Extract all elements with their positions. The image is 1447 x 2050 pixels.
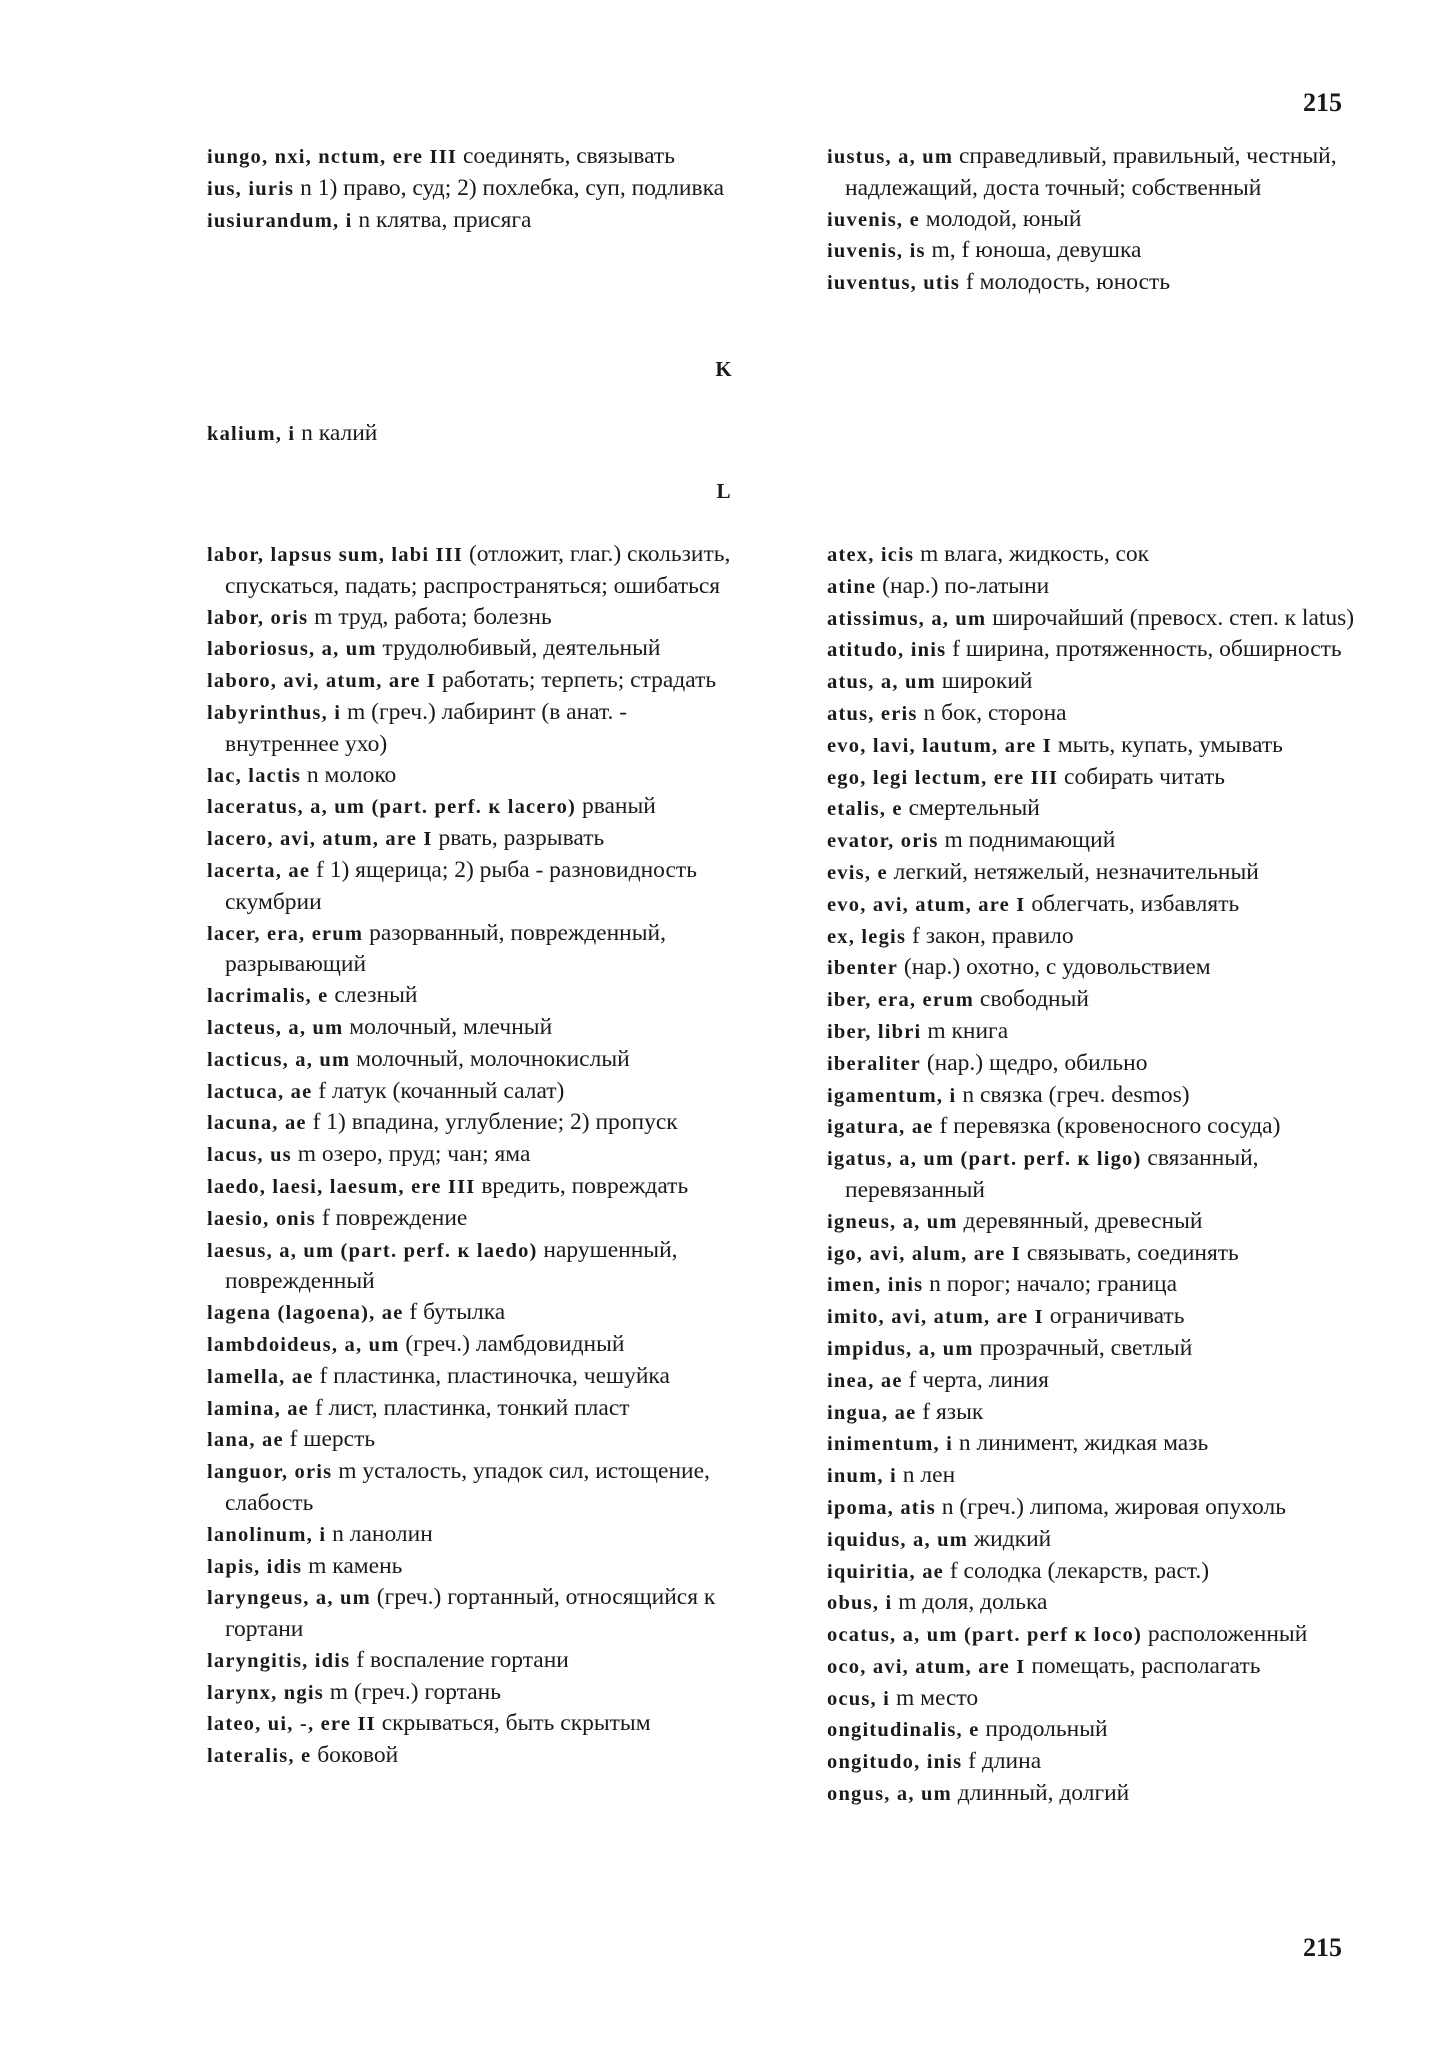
entry-headword: iuventus, utis: [827, 272, 961, 295]
entry-definition: f солодка (лекарств, раст.): [943, 1557, 1210, 1584]
entry-headword: ius, iuris: [207, 177, 295, 200]
dictionary-entry: [207, 1203, 747, 1235]
dictionary-entry: [827, 1524, 1367, 1556]
dictionary-entry: [207, 1235, 747, 1298]
dictionary-entry: [827, 1428, 1367, 1460]
entry-definition: собирать читать: [1058, 763, 1225, 790]
dictionary-entry: [827, 141, 1367, 204]
entry-headword: atine: [827, 575, 877, 598]
entry-headword: lacero, avi, atum, are I: [207, 828, 433, 851]
entry-definition: n линимент, жидкая мазь: [953, 1430, 1209, 1457]
dictionary-entry: [827, 1238, 1367, 1270]
entry-definition: f лист, пластинка, тонкий пласт: [308, 1394, 630, 1421]
entry-headword: lacrimalis, e: [207, 985, 329, 1008]
dictionary-entry: [827, 1365, 1367, 1397]
entry-headword: iquidus, a, um: [827, 1528, 969, 1551]
entry-definition: молочный, млечный: [343, 1013, 553, 1040]
entry-definition: m усталость, упадок сил, истощение, слабость: [225, 1458, 710, 1516]
dictionary-entry: [827, 634, 1367, 666]
dictionary-entry: [207, 1012, 747, 1044]
dictionary-entry: [827, 603, 1367, 635]
dictionary-entry: [207, 1361, 747, 1393]
entry-headword: iber, era, erum: [827, 989, 975, 1012]
entry-headword: ego, legi lectum, ere III: [827, 766, 1059, 789]
dictionary-entry: [207, 1645, 747, 1677]
entry-headword: lambdoideus, a, um: [207, 1333, 400, 1356]
entry-definition: m место: [890, 1684, 979, 1711]
entry-headword: inum, i: [827, 1465, 897, 1488]
dictionary-entry: [207, 1677, 747, 1709]
entry-headword: ocatus, a, um (part. perf к loco): [827, 1624, 1143, 1647]
entry-headword: lateo, ui, -, ere II: [207, 1713, 376, 1736]
entry-definition: m (греч.) лабиринт (в анат. - внутреннее ухо): [225, 698, 628, 757]
entry-definition: f латук (кочанный салат): [312, 1077, 565, 1104]
entry-headword: iuvenis, e: [827, 208, 920, 231]
dictionary-entry: [207, 1708, 747, 1740]
dictionary-entry: [207, 1044, 747, 1076]
dictionary-entry: [207, 633, 747, 665]
entry-headword: lacticus, a, um: [207, 1048, 351, 1071]
entry-headword: laboriosus, a, um: [207, 638, 377, 661]
entry-headword: atitudo, inis: [827, 639, 947, 662]
dictionary-entry: [827, 1269, 1367, 1301]
entry-definition: скрываться, быть скрытым: [375, 1710, 651, 1737]
dictionary-entry: [827, 762, 1367, 794]
entry-headword: ongus, a, um: [827, 1783, 952, 1806]
entry-definition: n клятва, присяга: [352, 206, 532, 233]
entry-definition: f воспаление гортани: [350, 1646, 569, 1673]
entry-definition: m камень: [302, 1552, 403, 1579]
entry-headword: igneus, a, um: [827, 1210, 958, 1233]
entry-headword: inimentum, i: [827, 1433, 954, 1456]
entry-headword: igatus, a, um (part. perf. к ligo): [827, 1148, 1142, 1171]
entry-headword: ocus, i: [827, 1687, 891, 1710]
entry-definition: разорванный, поврежденный, разрывающий: [225, 919, 666, 978]
entry-definition: соединять, связывать: [457, 143, 675, 169]
dictionary-entry: [207, 602, 747, 634]
entry-headword: laceratus, a, um (part. perf. к lacero): [207, 796, 577, 819]
entry-headword: laesio, onis: [207, 1207, 316, 1230]
dictionary-entry: [827, 1683, 1367, 1715]
entry-definition: широкий: [935, 668, 1033, 695]
page-number-bottom: 215: [1303, 1933, 1342, 1962]
entry-headword: ibenter: [827, 957, 899, 980]
entry-headword: atus, a, um: [827, 671, 936, 694]
entry-headword: lateralis, e: [207, 1745, 312, 1768]
entry-definition: f шерсть: [283, 1426, 376, 1453]
entry-headword: lacer, era, erum: [207, 922, 364, 945]
entry-definition: продольный: [979, 1716, 1108, 1743]
dictionary-entry: [827, 1492, 1367, 1524]
entry-definition: широчайший (превосх. степ. к latus): [986, 604, 1355, 631]
entry-headword: igo, avi, alum, are I: [827, 1242, 1021, 1265]
dictionary-entry: [827, 1111, 1367, 1143]
dictionary-entry: [827, 857, 1367, 889]
entry-definition: f бутылка: [403, 1299, 506, 1326]
entry-headword: lapis, idis: [207, 1555, 303, 1578]
dictionary-entry: [207, 1519, 747, 1551]
dictionary-entry: [827, 267, 1367, 299]
entry-headword: laesus, a, um (part. perf. к laedo): [207, 1239, 538, 1262]
entry-definition: вредить, повреждать: [475, 1172, 689, 1199]
entry-definition: (нар.) щедро, обильно: [920, 1049, 1148, 1076]
entry-headword: iber, libri: [827, 1020, 922, 1043]
entry-headword: kalium, i: [207, 423, 296, 445]
entry-definition: f перевязка (кровеносного сосуда): [933, 1113, 1281, 1140]
entry-definition: трудолюбивый, деятельный: [376, 635, 661, 662]
entry-headword: iungo, nxi, nctum, ere III: [207, 146, 458, 168]
dictionary-entry: [207, 205, 747, 237]
dictionary-entry: [207, 760, 747, 792]
entry-definition: мыть, купать, умывать: [1051, 731, 1283, 758]
entry-definition: f молодость, юность: [960, 269, 1171, 296]
entry-definition: прозрачный, светлый: [973, 1334, 1193, 1361]
dictionary-entry: [207, 1582, 747, 1645]
entry-headword: lacteus, a, um: [207, 1016, 344, 1039]
entry-headword: iquiritia, ae: [827, 1560, 944, 1583]
dictionary-entry: [827, 1714, 1367, 1746]
entry-headword: laryngitis, idis: [207, 1649, 351, 1672]
entry-definition: деревянный, древесный: [957, 1207, 1203, 1234]
dictionary-entry: [207, 791, 747, 823]
entry-definition: n калий: [295, 420, 378, 446]
dictionary-entry: [207, 418, 747, 450]
dictionary-entry: [827, 984, 1367, 1016]
entry-headword: impidus, a, um: [827, 1337, 974, 1360]
dictionary-entry: [207, 173, 747, 205]
entry-headword: labor, oris: [207, 606, 309, 629]
dictionary-entry: [207, 1740, 747, 1772]
dictionary-entry: [827, 1651, 1367, 1683]
entry-definition: (греч.) ламбдовидный: [399, 1330, 625, 1357]
entry-definition: f закон, правило: [906, 922, 1074, 949]
dictionary-entry: [827, 1556, 1367, 1588]
dictionary-entry: [827, 698, 1367, 730]
entry-headword: obus, i: [827, 1592, 893, 1615]
entry-headword: labyrinthus, i: [207, 701, 342, 724]
entry-headword: laedo, laesi, laesum, ere III: [207, 1175, 476, 1198]
dictionary-entry: [827, 1746, 1367, 1778]
entry-definition: облегчать, избавлять: [1025, 890, 1240, 917]
entry-definition: помещать, располагать: [1025, 1652, 1261, 1679]
entry-headword: ingua, ae: [827, 1401, 917, 1424]
dictionary-entry: [207, 1393, 747, 1425]
entry-headword: evo, lavi, lautum, are I: [827, 734, 1052, 757]
dictionary-entry: [827, 825, 1367, 857]
dictionary-entry: [827, 1143, 1367, 1206]
entry-definition: f пластинка, пластиночка, чешуйка: [313, 1362, 670, 1389]
dictionary-entry: [827, 889, 1367, 921]
entry-headword: laryngeus, a, um: [207, 1587, 371, 1610]
entry-headword: ongitudo, inis: [827, 1751, 963, 1774]
entry-definition: m поднимающий: [938, 827, 1116, 854]
dictionary-entry: [207, 918, 747, 981]
entry-definition: справедливый, правильный, честный, надлежащий, доста точный; собственный: [845, 143, 1337, 201]
dictionary-entry: [207, 1297, 747, 1329]
entry-definition: f 1) впадина, углубление; 2) пропуск: [306, 1109, 678, 1136]
dictionary-entry: [207, 141, 747, 173]
dictionary-entry: [827, 1301, 1367, 1333]
entry-definition: нарушенный, поврежденный: [225, 1236, 678, 1295]
dictionary-entry: [207, 855, 747, 918]
entry-definition: m озеро, пруд; чан; яма: [291, 1141, 531, 1168]
dictionary-entry: [827, 1619, 1367, 1651]
dictionary-entry: [827, 1460, 1367, 1492]
entry-definition: (отложит, глаг.) скользить, спускаться, падать; распространяться; ошибаться: [225, 541, 731, 599]
entry-definition: f длина: [962, 1748, 1042, 1775]
entry-headword: ongitudinalis, e: [827, 1719, 980, 1742]
entries-right-column: [827, 539, 1367, 1810]
dictionary-entry: [827, 1080, 1367, 1112]
dictionary-entry: [827, 793, 1367, 825]
entry-definition: n связка (греч. desmos): [956, 1081, 1190, 1108]
dictionary-entry: [207, 1551, 747, 1583]
entry-definition: смертельный: [902, 795, 1040, 822]
entries-right-column: [827, 141, 1367, 299]
entry-definition: m влага, жидкость, сок: [914, 541, 1150, 567]
letter-heading-l: L: [716, 479, 731, 503]
entry-definition: n 1) право, суд; 2) похлебка, суп, подливка: [294, 174, 725, 201]
entry-headword: atex, icis: [827, 544, 915, 566]
entry-headword: labor, lapsus sum, labi III: [207, 544, 464, 566]
entry-headword: iberaliter: [827, 1052, 921, 1075]
dictionary-entry: [827, 1048, 1367, 1080]
dictionary-entry: [827, 666, 1367, 698]
entry-headword: igatura, ae: [827, 1116, 934, 1139]
entry-definition: n порог; начало; граница: [923, 1271, 1178, 1298]
entry-headword: lana, ae: [207, 1429, 284, 1452]
dictionary-entry: [207, 697, 747, 760]
dictionary-entry: [207, 665, 747, 697]
entry-definition: f черта, линия: [902, 1366, 1049, 1393]
entry-definition: (греч.) гортанный, относящийся к гортани: [225, 1584, 716, 1643]
entry-headword: lanolinum, i: [207, 1523, 327, 1546]
entry-headword: laboro, avi, atum, are I: [207, 670, 437, 693]
entry-definition: n (греч.) липома, жировая опухоль: [935, 1493, 1286, 1520]
entry-headword: atus, eris: [827, 702, 918, 725]
entry-definition: слезный: [328, 982, 418, 1009]
entry-definition: n бок, сторона: [917, 699, 1067, 726]
entry-definition: молочный, молочнокислый: [350, 1045, 630, 1072]
dictionary-entry: [207, 980, 747, 1012]
entry-headword: ipoma, atis: [827, 1496, 936, 1519]
entry-headword: inea, ae: [827, 1369, 903, 1392]
entry-definition: m, f юноша, девушка: [925, 237, 1142, 264]
entry-definition: жидкий: [968, 1525, 1052, 1552]
entry-definition: m доля, долька: [892, 1589, 1048, 1616]
dictionary-entry: [207, 1139, 747, 1171]
entry-headword: iustus, a, um: [827, 146, 954, 168]
entry-definition: m труд, работа; болезнь: [308, 603, 552, 630]
entry-definition: n лен: [896, 1462, 956, 1489]
dictionary-entry: [207, 539, 747, 602]
entry-definition: m книга: [921, 1017, 1009, 1044]
entry-definition: боковой: [311, 1742, 399, 1769]
dictionary-entry: [827, 1778, 1367, 1810]
entry-definition: f ширина, протяженность, обширность: [946, 636, 1342, 663]
dictionary-entry: [207, 1171, 747, 1203]
entry-definition: свободный: [974, 986, 1089, 1013]
entries-left-column: [207, 539, 747, 1772]
entry-headword: lactuca, ae: [207, 1080, 313, 1103]
entry-headword: imen, inis: [827, 1274, 924, 1297]
entries-left-column: [207, 418, 747, 450]
entry-headword: ex, legis: [827, 925, 907, 948]
entry-headword: lacuna, ae: [207, 1112, 307, 1135]
entry-headword: etalis, e: [827, 798, 903, 821]
dictionary-entry: [207, 1076, 747, 1108]
entry-headword: igamentum, i: [827, 1084, 957, 1107]
dictionary-entry: [827, 1587, 1367, 1619]
dictionary-entry: [827, 1206, 1367, 1238]
entry-headword: lacus, us: [207, 1144, 292, 1167]
dictionary-entry: [827, 571, 1367, 603]
dictionary-entry: [827, 235, 1367, 267]
entry-headword: iusiurandum, i: [207, 209, 353, 232]
entry-headword: lac, lactis: [207, 764, 302, 787]
entry-definition: n ланолин: [326, 1520, 433, 1547]
entry-definition: длинный, долгий: [951, 1780, 1130, 1807]
dictionary-entry: [827, 1333, 1367, 1365]
dictionary-entry: [827, 921, 1367, 953]
dictionary-entry: [827, 730, 1367, 762]
entry-headword: imito, avi, atum, are I: [827, 1306, 1044, 1329]
dictionary-entry: [827, 1016, 1367, 1048]
entry-definition: f повреждение: [315, 1204, 468, 1231]
dictionary-entry: [827, 204, 1367, 236]
entry-definition: m (греч.) гортань: [323, 1678, 501, 1705]
entry-definition: связанный, перевязанный: [845, 1145, 1259, 1203]
letter-heading-k: K: [715, 357, 732, 381]
entry-headword: oco, avi, atum, are I: [827, 1655, 1026, 1678]
dictionary-entry: [207, 823, 747, 855]
dictionary-entry: [207, 1424, 747, 1456]
dictionary-entry: [827, 952, 1367, 984]
dictionary-entry: [207, 1456, 747, 1519]
entry-definition: рвать, разрывать: [432, 825, 605, 852]
entry-headword: evis, e: [827, 861, 888, 884]
entry-headword: lacerta, ae: [207, 859, 311, 882]
entry-definition: ограничивать: [1043, 1303, 1185, 1330]
entry-definition: работать; терпеть; страдать: [436, 667, 717, 694]
entry-definition: рваный: [576, 793, 656, 820]
entry-headword: languor, oris: [207, 1461, 333, 1484]
dictionary-entry: [827, 539, 1367, 571]
entry-headword: larynx, ngis: [207, 1681, 324, 1704]
entry-definition: (нар.) охотно, с удовольствием: [898, 954, 1211, 981]
entries-left-column: [207, 141, 747, 236]
entry-definition: f язык: [916, 1398, 984, 1425]
entry-definition: (нар.) по-латыни: [876, 572, 1050, 599]
entry-definition: легкий, нетяжелый, незначительный: [887, 858, 1259, 885]
entry-headword: lamella, ae: [207, 1365, 314, 1388]
dictionary-entry: [827, 1397, 1367, 1429]
entry-headword: lagena (lagoena), ae: [207, 1302, 404, 1325]
entry-definition: молодой, юный: [919, 205, 1082, 232]
entry-definition: расположенный: [1142, 1621, 1308, 1648]
entry-headword: atissimus, a, um: [827, 607, 987, 630]
entry-definition: n молоко: [301, 761, 397, 788]
entry-definition: связывать, соединять: [1020, 1239, 1239, 1266]
entry-headword: evo, avi, atum, are I: [827, 893, 1026, 916]
dictionary-entry: [207, 1329, 747, 1361]
entry-headword: evator, oris: [827, 830, 939, 853]
entry-headword: lamina, ae: [207, 1397, 309, 1420]
entry-headword: iuvenis, is: [827, 240, 926, 263]
dictionary-entry: [207, 1107, 747, 1139]
page-number-top: 215: [1303, 88, 1342, 117]
entry-definition: f 1) ящерица; 2) рыба - разновидность скумбрии: [225, 856, 697, 915]
